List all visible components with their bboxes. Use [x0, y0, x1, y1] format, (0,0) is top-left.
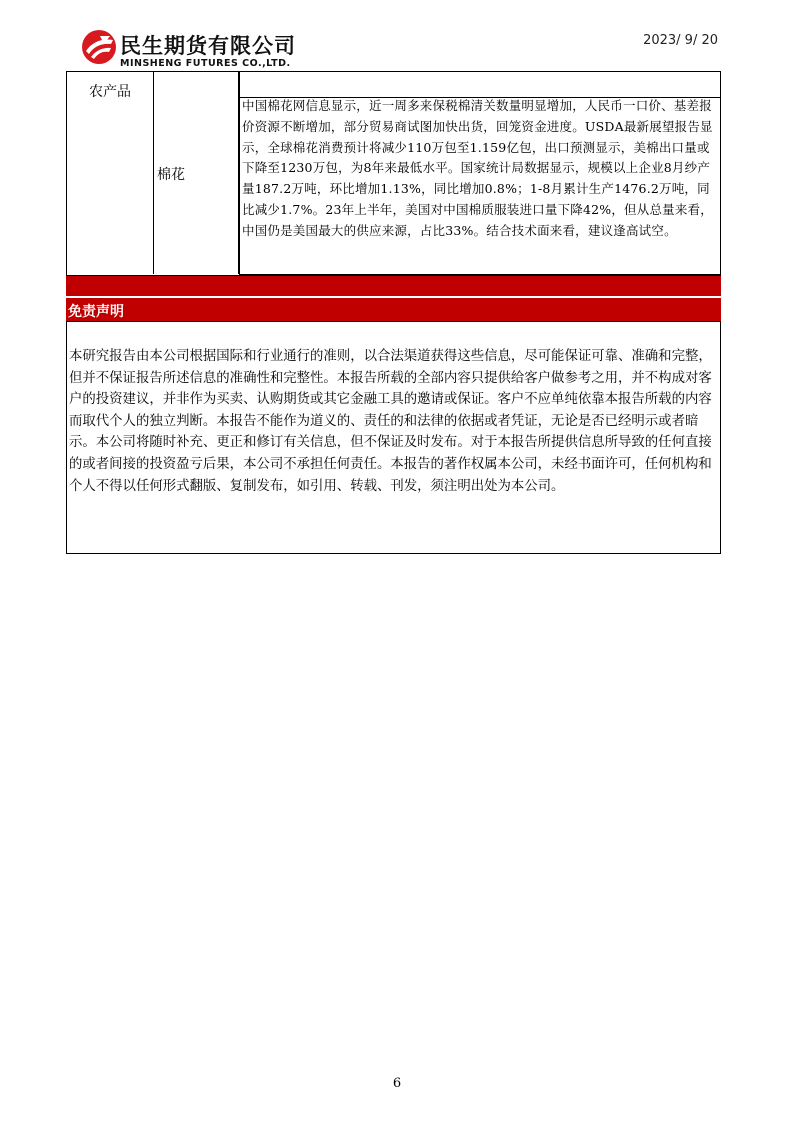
disclaimer-title: 免责声明: [68, 304, 124, 320]
item-label: 棉花: [157, 167, 185, 183]
item-cell: [155, 72, 239, 274]
disclaimer-box: [66, 322, 721, 554]
company-name-cn: 民生期货有限公司: [120, 34, 296, 58]
content-cell: [239, 97, 720, 275]
company-logo: [80, 28, 320, 72]
red-separator-band: [66, 275, 721, 296]
company-name-en: MINSHENG FUTURES CO.,LTD.: [120, 58, 291, 69]
content-divider: [239, 72, 240, 97]
minsheng-logo-icon: [80, 28, 118, 66]
disclaimer-text: 本研究报告由本公司根据国际和行业通行的准则，以合法渠道获得这些信息，尽可能保证可靠、准确和完整，但并不保证报告所述信息的准确性和完整性。本报告所载的全部内容只提供给客户做参考之用，并不构成对客户的投资建议，并非作为买卖、认购期货或其它金融工具的邀请或保证。客户不应单纯依靠本报告所载的内容而取代个人的独立判断。本报告不能作为道义的、责任的和法律的依据或者凭证，无论是否已经明示或者暗示。本公司将随时补充、更正和修订有关信息，但不保证及时发布。对于本报告所提供信息所导致的任何直接的或者间接的投资盈亏后果，本公司不承担任何责任。本报告的著作权属本公司，未经书面许可，任何机构和个人不得以任何形式翻版、复制发布，如引用、转载、刊发，须注明出处为本公司。: [69, 349, 712, 494]
page-number: 6: [392, 1076, 402, 1091]
content-text: 中国棉花网信息显示，近一周多来保税棉清关数量明显增加，人民币一口价、基差报价资源不断增加，部分贸易商试图加快出货，回笼资金进度。USDA最新展望报告显示，全球棉花消费预计将减少110万包至1.159亿包，出口预测显示，美棉出口量或下降至1230万包，为8年来最低水平。国家统计局数据显示，规模以上企业8月纱产量187.2万吨，环比增加1.13%，同比增加0.8%；1-8月累计生产1476.2万吨，同比减少1.7%。23年上半年，美国对中国棉质服装进口量下降42%，但从总量来看，中国仍是美国最大的供应来源，占比33%。结合技术面来看，建议逢高试空。: [242, 98, 713, 238]
commodity-table: [66, 72, 721, 275]
disclaimer-header: [66, 298, 721, 322]
category-cell: 农产品: [67, 72, 154, 274]
report-date: 2023/ 9/ 20: [643, 33, 718, 48]
